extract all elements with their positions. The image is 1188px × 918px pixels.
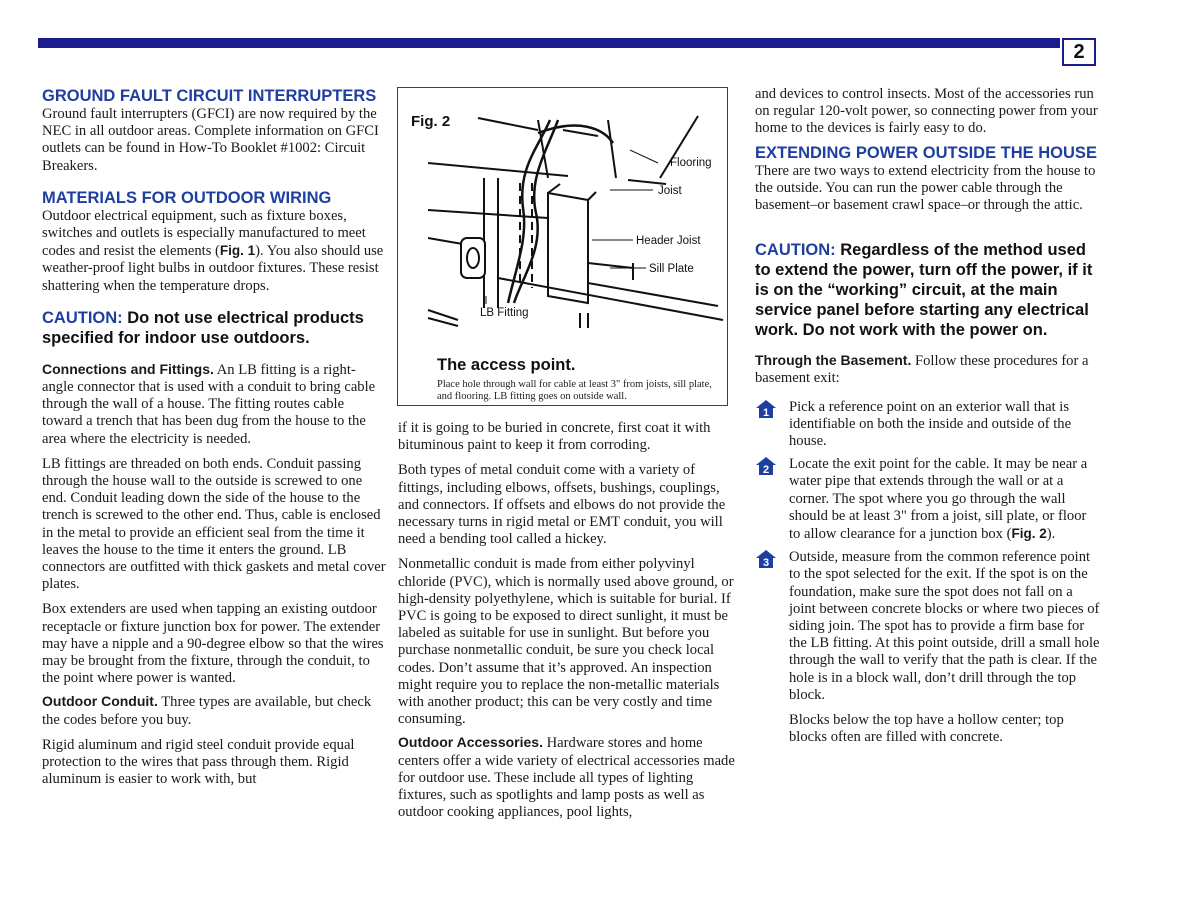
basement-intro: Through the Basement. Follow these procedures for a basement exit:	[755, 352, 1089, 387]
header-bar	[38, 38, 1060, 48]
materials-heading: MATERIALS FOR OUTDOOR WIRING	[42, 188, 332, 207]
callout-lb-fitting: LB Fitting	[480, 307, 529, 319]
connections-p3: Box extenders are used when tapping an existing outdoor receptacle or fixture junction box for power. The extender may have a nipple and a 90-degree elbow so that the wires may be brought from the fixture, through the conduit, to the point where power is wanted.	[42, 601, 384, 687]
caution-power-off: CAUTION: Regardless of the method used to extend the power, turn off the power, if it is on the “working” circuit, at the main service panel before starting any electrical work. Do not work with the power on.	[755, 241, 1093, 340]
closing-text: Blocks below the top have a hollow center; top blocks often are filled with concrete.	[789, 712, 1064, 746]
figure-caption: Place hole through wall for cable at least 3" from joists, sill plate, and flooring. LB fitting goes on outside wall.	[437, 379, 712, 402]
extending-body: There are two ways to extend electricity from the house to the outside. You can run the power cable through the basement–or basement crawl space–or through the attic.	[755, 162, 1096, 214]
materials-body: Outdoor electrical equipment, such as fixture boxes, switches and outlets is especially manufactured to meet codes and resist the elements (Fig. 1). You also should use weather-proof light bulbs in outdoor fixtures. These resist shattering when the temperature drops.	[42, 207, 384, 294]
callout-header-joist: Header Joist	[636, 235, 701, 247]
accessories-p1: Outdoor Accessories. Hardware stores and home centers offer a wide variety of electrical accessories made for outdoor use. These include all types of lighting fixtures, such as spotlights and lamp posts as well as outdoor cooking appliances, pool lights,	[398, 734, 735, 821]
step-3-house-icon	[755, 549, 777, 569]
step-1	[755, 399, 1100, 451]
access-point-illustration	[398, 88, 729, 328]
column-middle	[398, 420, 743, 821]
callout-flooring: Flooring	[670, 157, 712, 169]
fig1-reference: Fig. 1	[219, 243, 256, 259]
step-2-text: Locate the exit point for the cable. It may be near a water pipe that extends through the wall or at a corner. The spot where you go through the wall should be at least 3" from a joist, sill plate, or floor to allow clearance for a junction box (Fig. 2).	[789, 456, 1088, 543]
conduit-p2-continued: if it is going to be buried in concrete, first coat it with bituminous paint to keep it from corroding.	[398, 420, 711, 454]
page-number: 2	[1062, 38, 1096, 66]
column-right	[755, 86, 1100, 746]
figure-label: Fig. 2	[411, 113, 451, 130]
step-1-house-icon	[755, 399, 777, 419]
conduit-p3: Both types of metal conduit come with a variety of fittings, including elbows, offsets, bushings, couplings, and connectors. If offsets and elbows do not provide the necessary turns in rigid metal or EMT conduit, you will need a bending tool called a hickey.	[398, 462, 726, 548]
conduit-p4: Nonmetallic conduit is made from either polyvinyl chloride (PVC), which is normally used above ground, or high-density polyethylene, which is suitable for burial. If PVC is going to be exposed to direct sunlight, it must be labeled as suitable for use in sunlight. But before you purchase nonmetallic conduit, be sure you check local codes. Don’t assume that it’s approved. An inspection might require you to replace the non-metallic materials with another product; this can be very costly and time consuming.	[398, 556, 734, 728]
gfci-body: Ground fault interrupters (GFCI) are now required by the NEC in all outdoor areas. Complete information on GFCI outlets can be found in How-To Booklet #1002: Circuit Breakers.	[42, 106, 379, 174]
conduit-title: Outdoor Conduit.	[42, 693, 158, 710]
figure-2	[397, 87, 728, 406]
accessories-title: Outdoor Accessories.	[398, 734, 543, 751]
svg-text:3: 3	[762, 557, 770, 570]
conduit-p1: Outdoor Conduit. Three types are available, but check the codes before you buy.	[42, 693, 372, 728]
conduit-p2: Rigid aluminum and rigid steel conduit provide equal protection to the wires that pass through them. Rigid aluminum is easier to work with, but	[42, 736, 355, 788]
svg-text:1: 1	[762, 406, 770, 419]
closing-note	[755, 712, 1100, 746]
accessories-p1-continued: and devices to control insects. Most of the accessories run on regular 120-volt power, so connecting power from your home to the devices is fairly easy to do.	[755, 86, 1098, 137]
basement-title: Through the Basement.	[755, 352, 912, 369]
step-3	[755, 549, 1100, 704]
callout-sill-plate: Sill Plate	[649, 263, 694, 275]
gfci-heading: GROUND FAULT CIRCUIT INTERRUPTERS	[42, 87, 377, 105]
connections-p2: LB fittings are threaded on both ends. Conduit passing through the house wall to the outside is screwed to one end. Conduit leading down the side of the house to the trench is screwed to the other end. Thus, cable is enclosed in the metal to provide an efficient seal from the time it leaves the house to the time it enters the ground. LB connectors are outfitted with thick gaskets and metal cover plates.	[42, 455, 386, 593]
step-2-house-icon	[755, 456, 777, 476]
extending-heading: EXTENDING POWER OUTSIDE THE HOUSE	[755, 143, 1097, 162]
step-1-text: Pick a reference point on an exterior wall that is identifiable on both the inside and outside of the house.	[789, 398, 1072, 450]
step-3-text: Outside, measure from the common reference point to the spot selected for the exit. If the spot is on the foundation, make sure the spot does not fall on a joint between concrete blocks or where two pieces of siding join. The spot has to provide a firm base for the LB fitting. At this point outside, drill a small hole through the wall to verify that the path is clear. If the hole is in a block wall, don’t drill through the top block.	[789, 549, 1100, 703]
svg-text:2: 2	[762, 464, 770, 477]
connections-title: Connections and Fittings.	[42, 360, 214, 377]
column-left	[42, 86, 387, 789]
fig2-reference: Fig. 2	[1011, 526, 1047, 542]
callout-joist: Joist	[658, 185, 682, 197]
connections-p1: Connections and Fittings. An LB fitting is a right-angle connector that is used with a conduit to bring cable through the wall of a house. The fitting routes cable toward a trench that has been dug from the house to the area where the electricity is needed.	[42, 360, 376, 447]
figure-title: The access point.	[437, 356, 576, 374]
caution-indoor-products: CAUTION: Do not use electrical products specified for indoor use outdoors.	[42, 308, 364, 347]
step-2	[755, 456, 1100, 543]
